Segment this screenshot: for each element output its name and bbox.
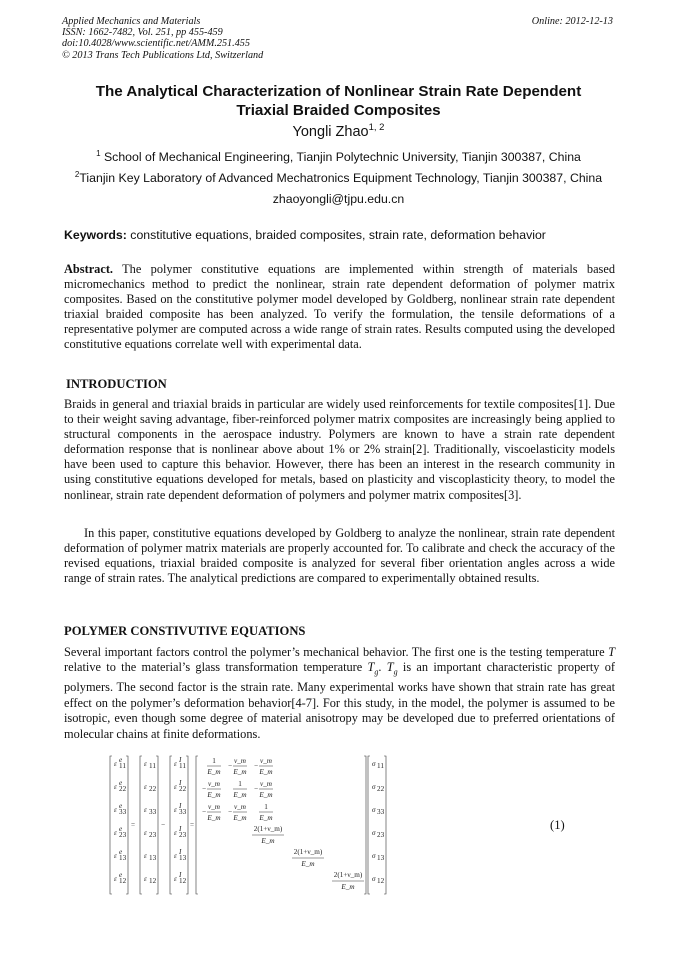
compliance-1-3-num: ν_m (260, 757, 272, 765)
author-name: Yongli Zhao (292, 123, 369, 140)
sigma-4 (372, 829, 385, 839)
eps-6-base: ε (144, 875, 147, 883)
sigma-3-sub: 33 (377, 808, 385, 816)
journal-header (62, 16, 263, 61)
eps-e-6-sub: 12 (119, 877, 127, 885)
eps-i-4-base: ε (174, 829, 177, 837)
online-date: Online: 2012-12-13 (531, 16, 613, 27)
eps-e-1-sup: e (119, 756, 123, 764)
sigma-5-base: σ (372, 852, 376, 860)
eps-e-1 (114, 756, 126, 770)
compliance-1-1-den: E_m (207, 768, 221, 776)
affiliation-1 (62, 149, 615, 164)
sigma-1-base: σ (372, 760, 376, 768)
eps-i-2-sub: 22 (179, 785, 187, 793)
eps-4 (144, 829, 157, 839)
compliance-3-2-num: ν_m (234, 803, 246, 811)
eps-i-3 (174, 802, 187, 816)
eps-5-sub: 13 (149, 854, 157, 862)
sigma-1-sub: 11 (377, 762, 384, 770)
eps-e-6 (114, 871, 127, 885)
eps-3 (144, 806, 157, 816)
eps-i-2-sup: I (179, 779, 182, 787)
compliance-shear-6-den: E_m (341, 883, 355, 891)
sigma-5-sub: 13 (377, 854, 385, 862)
compliance-3-1-den: E_m (207, 814, 221, 822)
eps-e-2-sup: e (119, 779, 123, 787)
compliance-3-2-minus: − (228, 808, 233, 816)
compliance-2-1-den: E_m (207, 791, 221, 799)
eps-e-3-sub: 33 (119, 808, 127, 816)
compliance-1-2 (228, 757, 247, 776)
sigma-1 (372, 760, 384, 770)
paper-title (62, 82, 615, 120)
compliance-1-2-minus: − (228, 762, 233, 770)
total-strain-vector (144, 760, 157, 885)
eps-i-1-base: ε (174, 760, 177, 768)
eps-1-sub: 11 (149, 762, 156, 770)
abstract-label: Abstract. (64, 262, 114, 276)
compliance-3-3-num: 1 (264, 803, 268, 811)
compliance-2-3 (254, 780, 273, 799)
compliance-shear-5-den: E_m (301, 860, 315, 868)
compliance-2-3-num: ν_m (260, 780, 272, 788)
stress-vector (372, 760, 385, 885)
eps-e-3 (114, 802, 127, 816)
eps-e-4-sup: e (119, 825, 123, 833)
eps-2 (144, 783, 157, 793)
tg-sub-2: g (393, 667, 398, 677)
keywords-label: Keywords: (64, 228, 127, 242)
eps-i-5-sup: I (179, 848, 182, 856)
eps-e-3-sup: e (119, 802, 123, 810)
affiliation-2-sup: 2 (74, 170, 80, 179)
eps-i-3-base: ε (174, 806, 177, 814)
eps-i-1-sub: 11 (179, 762, 186, 770)
compliance-1-3-minus: − (254, 762, 259, 770)
eps-i-3-sub: 33 (179, 808, 187, 816)
compliance-2-2-num: 1 (238, 780, 242, 788)
compliance-3-1-minus: − (202, 808, 207, 816)
sigma-6 (372, 875, 385, 885)
temp-symbol: T (608, 645, 615, 659)
compliance-3-1-num: ν_m (208, 803, 220, 811)
compliance-1-1-num: 1 (212, 757, 216, 765)
compliance-2-1 (202, 780, 221, 799)
issn: ISSN: 1662-7482, Vol. 251, pp 455-459 (62, 27, 223, 39)
compliance-2-1-num: ν_m (208, 780, 220, 788)
eps-4-base: ε (144, 829, 147, 837)
compliance-2-1-minus: − (202, 785, 207, 793)
introduction-heading: INTRODUCTION (66, 377, 167, 391)
eps-i-5-sub: 13 (179, 854, 187, 862)
eps-e-2-base: ε (114, 783, 117, 791)
compliance-shear-4 (252, 825, 284, 845)
eps-e-6-base: ε (114, 875, 117, 883)
polymer-text-b: relative to the material’s glass transformation temperature (64, 660, 368, 675)
journal-name: Applied Mechanics and Materials (62, 16, 201, 27)
eps-i-1-sup: I (179, 756, 182, 764)
eps-e-6-sup: e (119, 871, 123, 879)
affiliation-2-text: Tianjin Key Laboratory of Advanced Mechatronics Equipment Technology, Tianjin 300387, China (79, 171, 603, 186)
compliance-shear-6 (332, 871, 364, 891)
compliance-1-3 (254, 757, 273, 776)
sigma-6-base: σ (372, 875, 376, 883)
sigma-4-base: σ (372, 829, 376, 837)
eps-e-4 (114, 825, 127, 839)
eps-e-4-sub: 23 (119, 831, 127, 839)
eps-5 (144, 852, 157, 862)
compliance-1-2-num: ν_m (234, 757, 246, 765)
compliance-1-3-den: E_m (259, 768, 273, 776)
compliance-shear-4-den: E_m (261, 837, 275, 845)
compliance-1-2-den: E_m (233, 768, 247, 776)
eps-i-2-base: ε (174, 783, 177, 791)
eps-e-2 (114, 779, 127, 793)
affiliation-1-text: School of Mechanical Engineering, Tianjin Polytechnic University, Tianjin 300387, China (103, 150, 581, 165)
polymer-paragraph (64, 645, 615, 742)
sigma-3-base: σ (372, 806, 376, 814)
eps-i-6 (174, 871, 187, 885)
eps-e-5-sub: 13 (119, 854, 127, 862)
eps-i-5 (174, 848, 187, 862)
eps-i-4-sub: 23 (179, 831, 187, 839)
eps-i-4 (174, 825, 187, 839)
inelastic-strain-vector (174, 756, 187, 885)
equals-sign-2: = (190, 821, 195, 829)
author-sup: 1, 2 (368, 122, 385, 133)
tg-symbol-1: T (367, 660, 375, 675)
author (62, 122, 615, 140)
eps-6-sub: 12 (149, 877, 157, 885)
introduction-paragraph-2: In this paper, constitutive equations developed by Goldberg to analyze the nonlinear, strain rate dependent deformation of polymer matrix materials are properly accounted for. To calibrate and check the accuracy of the revised equations, triaxial braided composite is analyzed for several fiber orientation angles across a wide range of strain rates. The analytical predictions are compared to experimentally obtained results. (64, 526, 615, 586)
eps-i-6-base: ε (174, 875, 177, 883)
compliance-shear-4-num: 2(1+ν_m) (253, 825, 283, 833)
compliance-shear-5 (292, 848, 324, 868)
eps-3-sub: 33 (149, 808, 157, 816)
eps-i-6-sup: I (179, 871, 182, 879)
eps-e-5-sup: e (119, 848, 123, 856)
sigma-3 (372, 806, 385, 816)
sigma-5 (372, 852, 385, 862)
eps-1-base: ε (144, 760, 147, 768)
eps-e-1-sub: 11 (119, 762, 126, 770)
eps-2-sub: 22 (149, 785, 157, 793)
eps-e-2-sub: 22 (119, 785, 127, 793)
sigma-2-base: σ (372, 783, 376, 791)
copyright: © 2013 Trans Tech Publications Ltd, Switzerland (62, 49, 264, 61)
elastic-strain-vector (114, 756, 127, 885)
tg-symbol-2: T (386, 660, 394, 675)
sigma-2-sub: 22 (377, 785, 385, 793)
eps-i-6-sub: 12 (179, 877, 187, 885)
tg-sub-1: g (374, 667, 379, 677)
eps-e-5 (114, 848, 127, 862)
eps-e-4-base: ε (114, 829, 117, 837)
eps-3-base: ε (144, 806, 147, 814)
polymer-text-c: is an important characteristic property of polymers. The second factor is the strain rate. Many experimental works have shown that strain rate has great effect on the polymer’s deformation behavior[4-7]. For this study, in the model, the polymer is assumed to be isotropic, even though some degree of material anisotropy may be developed due to preferred orientations of molecular chains at finite deformations. (64, 660, 616, 741)
eps-i-2 (174, 779, 187, 793)
tg-separator: . (378, 660, 387, 675)
compliance-3-2-den: E_m (233, 814, 247, 822)
eps-i-1 (174, 756, 186, 770)
compliance-2-3-minus: − (254, 785, 259, 793)
title-line-1: The Analytical Characterization of Nonlinear Strain Rate Dependent (95, 83, 582, 100)
affiliation-2 (62, 170, 615, 185)
eps-e-1-base: ε (114, 760, 117, 768)
eps-e-3-base: ε (114, 806, 117, 814)
introduction-paragraph-1: Braids in general and triaxial braids in particular are widely used reinforcements for textile composites[1]. Due to their weight saving advantage, fiber-reinforced polymer matrix composites are increasingly being applied to structural components in the aerospace industry. Polymers are known to have a strain rate dependent deformation response that is nonlinear above about 1% or 2% strain[2]. Traditionally, viscoelasticity models have been used to capture this behavior. However, there has been an interest in the research community in using constitutive equations developed for metals, based on plasticity and viscoplasticity theory, to model the nonlinear, strain rate dependent deformation of polymers and polymer matrix composites[3]. (64, 397, 615, 502)
abstract-text: The polymer constitutive equations are implemented within strength of materials based micromechanics method to predict the nonlinear, strain rate dependent deformation of polymer matrix composites. Based on the constitutive polymer model developed by Goldberg, nonlinear strain rate dependent triaxial braided composite has been analyzed. To verify the formulation, the tensile deformations of a representative polymer are computed across a wide range of strain rates. Results computed using the developed constitutive equations correlate well with experimental data. (64, 262, 615, 352)
polymer-text-a: Several important factors control the polymer’s mechanical behavior. The first one is the testing temperature (64, 645, 609, 659)
equation-number: (1) (550, 818, 565, 832)
sigma-2 (372, 783, 385, 793)
eps-i-4-sup: I (179, 825, 182, 833)
minus-sign: − (161, 821, 166, 829)
compliance-3-2 (228, 803, 247, 822)
abstract (64, 262, 615, 353)
compliance-shear-5-num: 2(1+ν_m) (293, 848, 323, 856)
equals-sign-1: = (131, 821, 136, 829)
compliance-shear-6-num: 2(1+ν_m) (333, 871, 363, 879)
compliance-2-2-den: E_m (233, 791, 247, 799)
sigma-6-sub: 12 (377, 877, 385, 885)
eps-4-sub: 23 (149, 831, 157, 839)
eps-1 (144, 760, 156, 770)
title-line-2: Triaxial Braided Composites (236, 102, 441, 119)
eps-i-3-sup: I (179, 802, 182, 810)
compliance-3-1 (202, 803, 221, 822)
constitutive-matrix-equation (108, 752, 388, 898)
sigma-4-sub: 23 (377, 831, 385, 839)
compliance-2-2 (232, 780, 247, 799)
polymer-heading: POLYMER CONSTIVUTIVE EQUATIONS (64, 624, 306, 638)
keywords (64, 228, 615, 242)
compliance-3-3 (258, 803, 273, 822)
doi: doi:10.4028/www.scientific.net/AMM.251.455 (62, 38, 250, 50)
keywords-text: constitutive equations, braided composites, strain rate, deformation behavior (130, 228, 546, 242)
compliance-matrix (202, 757, 364, 891)
eps-2-base: ε (144, 783, 147, 791)
eps-i-5-base: ε (174, 852, 177, 860)
compliance-3-3-den: E_m (259, 814, 273, 822)
eps-5-base: ε (144, 852, 147, 860)
eps-6 (144, 875, 157, 885)
affiliation-1-sup: 1 (96, 149, 101, 158)
eps-e-5-base: ε (114, 852, 117, 860)
compliance-2-3-den: E_m (259, 791, 273, 799)
author-email[interactable]: zhaoyongli@tjpu.edu.cn (272, 192, 405, 206)
compliance-1-1 (206, 757, 221, 776)
